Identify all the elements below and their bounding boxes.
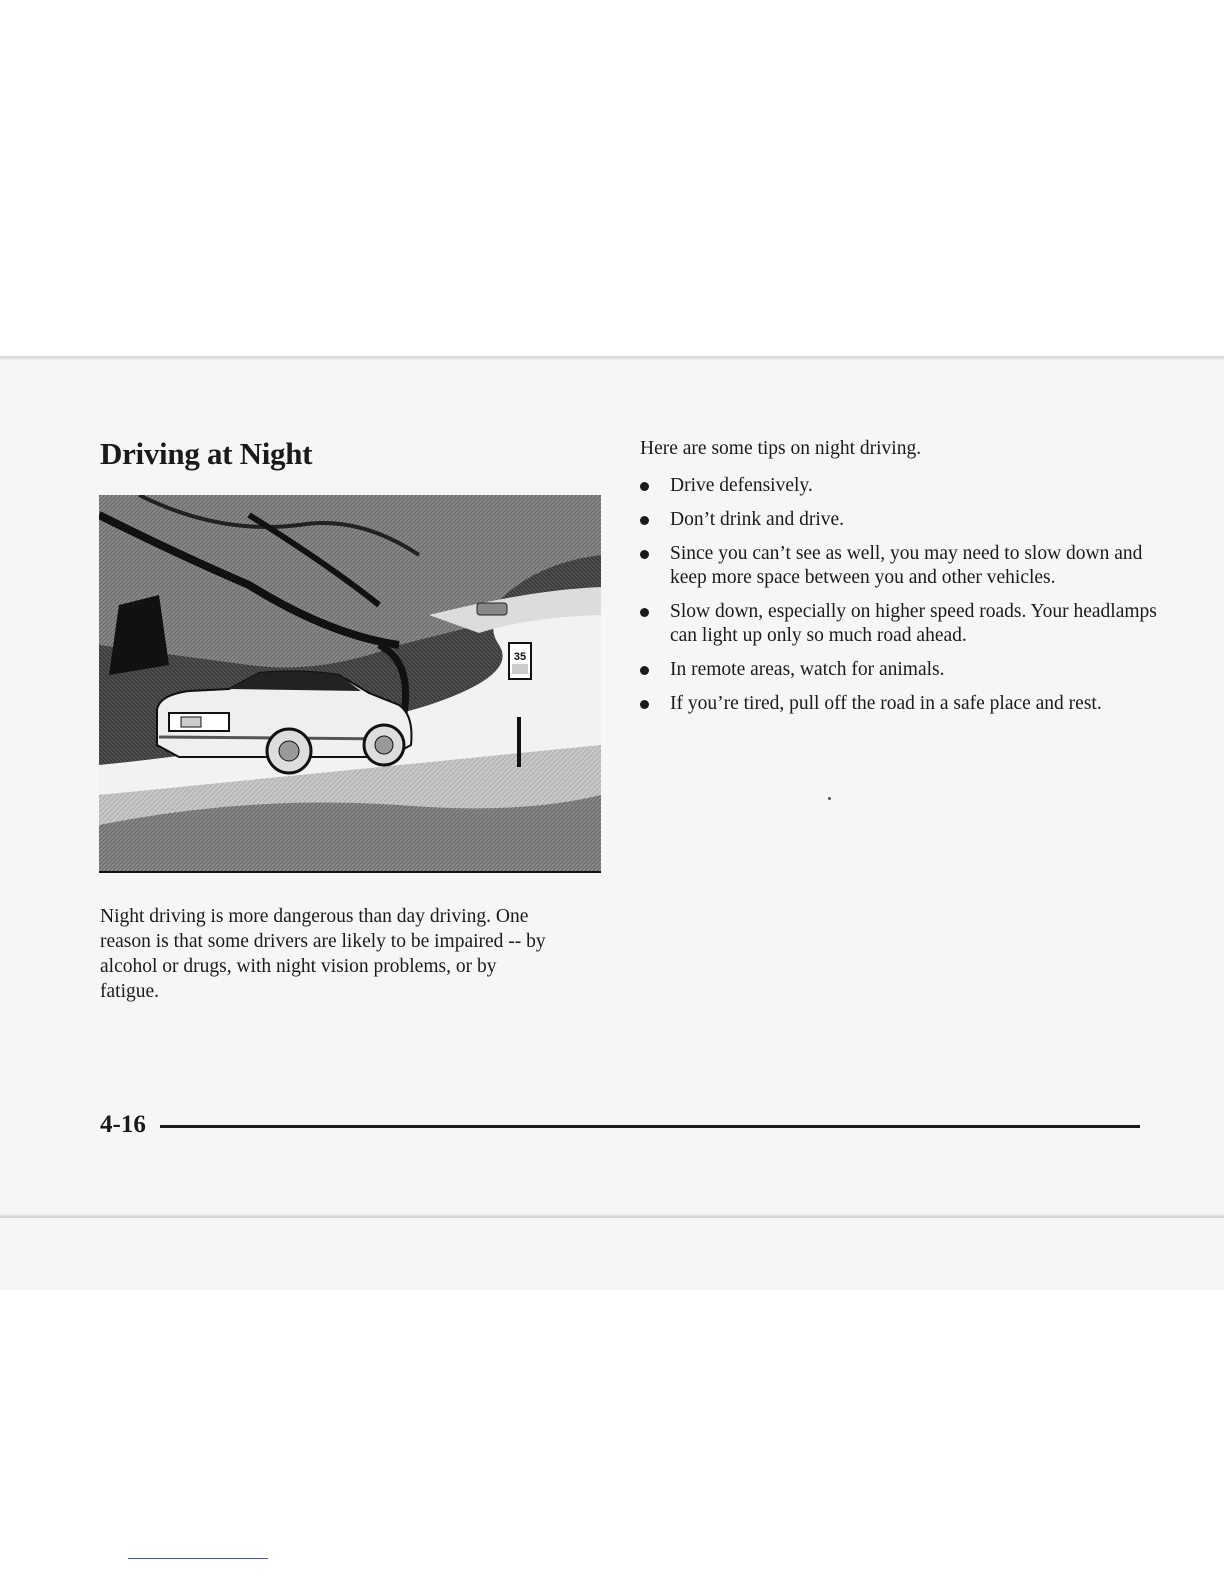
tip-text: Drive defensively. (670, 475, 813, 496)
list-item (640, 542, 1160, 590)
bullet-icon (640, 666, 649, 675)
tips-list (640, 474, 1160, 726)
page-title: Driving at Night (100, 436, 313, 471)
tip-text: If you’re tired, pull off the road in a safe place and rest. (670, 693, 1102, 714)
list-item (640, 474, 1160, 498)
scan-edge-top (0, 356, 1224, 360)
tip-text: Slow down, especially on higher speed roads. Your headlamps can light up only so much road ahead. (670, 601, 1157, 646)
divider (128, 1558, 268, 1559)
bullet-icon (640, 516, 649, 525)
tip-text: In remote areas, watch for animals. (670, 659, 945, 680)
tips-intro: Here are some tips on night driving. (640, 438, 922, 459)
scan-edge-bottom (0, 1214, 1224, 1218)
bullet-icon (640, 608, 649, 617)
intro-paragraph: Night driving is more dangerous than day driving. One reason is that some drivers are likely to be impaired -- by alcohol or drugs, with night vision problems, or by fatigue. (100, 906, 546, 1002)
bullet-icon (640, 550, 649, 559)
car-on-night-road-illustration (99, 495, 601, 873)
bullet-icon (640, 482, 649, 491)
bullet-icon (640, 700, 649, 709)
list-item (640, 508, 1160, 532)
tip-text: Don’t drink and drive. (670, 509, 845, 530)
list-item (640, 600, 1160, 648)
list-item (640, 658, 1160, 682)
scan-speck (828, 797, 831, 800)
footer-rule (160, 1125, 1140, 1128)
speed-sign-text: 35 (513, 651, 527, 663)
tip-text: Since you can’t see as well, you may need to slow down and keep more space between you and other vehicles. (670, 543, 1143, 588)
list-item (640, 692, 1160, 716)
page-number: 4-16 (100, 1111, 146, 1138)
